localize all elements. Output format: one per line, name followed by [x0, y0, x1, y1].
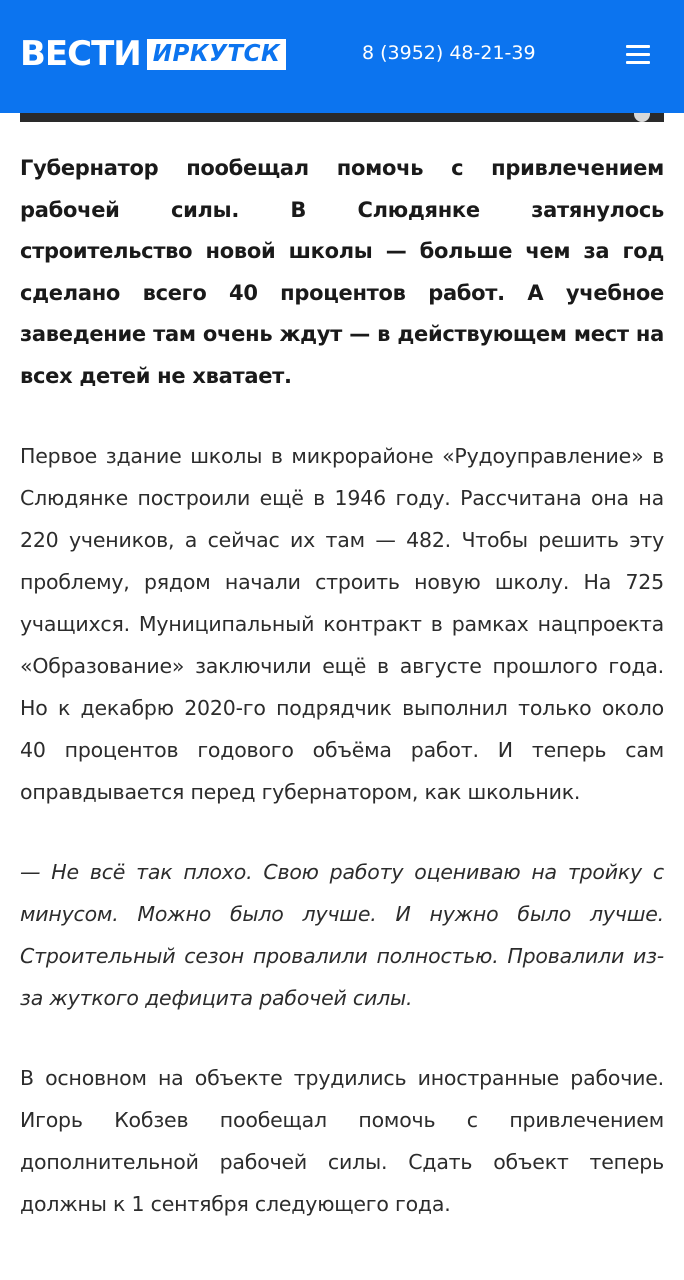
article-paragraph-2: В основном на объекте трудились иностранные рабочие. Игорь Кобзев пообещал помочь с привлечением дополнительной рабочей силы. Сдать объект теперь должны к 1 сентября следующего года.	[20, 1066, 664, 1216]
site-header	[0, 0, 684, 113]
hamburger-menu-icon[interactable]	[624, 41, 654, 67]
article-body	[20, 148, 664, 1225]
site-logo[interactable]	[20, 36, 286, 72]
article-lead: Губернатор пообещал помочь с привлечением рабочей силы. В Слюдянке затянулось строительство новой школы — больше чем за год сделано всего 40 процентов работ. А учебное заведение там очень ждут — в действующем мест на всех детей не хватает.	[20, 156, 664, 388]
phone-link[interactable]: 8 (3952) 48-21-39	[362, 42, 536, 64]
video-player-bottom-edge[interactable]	[20, 113, 664, 122]
article-paragraph-1: Первое здание школы в микрорайоне «Рудоуправление» в Слюдянке построили ещё в 1946 году. Рассчитана она на 220 учеников, а сейчас их там — 482. Чтобы решить эту проблему, рядом начали строить новую школу. На 725 учащихся. Муниципальный контракт в рамках нацпроекта «Образование» заключили ещё в августе прошлого года. Но к декабрю 2020-го подрядчик выполнил только около 40 процентов годового объёма работ. И теперь сам оправдывается перед губернатором, как школьник.	[20, 444, 664, 804]
logo-vesti-text: ВЕСТИ	[20, 34, 141, 74]
video-control-corner	[634, 113, 650, 122]
article-quote: — Не всё так плохо. Свою работу оцениваю на тройку с минусом. Можно было лучше. И нужно было лучше. Строительный сезон провалили полностью. Провалили из-за жуткого дефицита рабочей силы.	[20, 860, 664, 1010]
logo-city-text: ИРКУТСК	[147, 39, 287, 70]
